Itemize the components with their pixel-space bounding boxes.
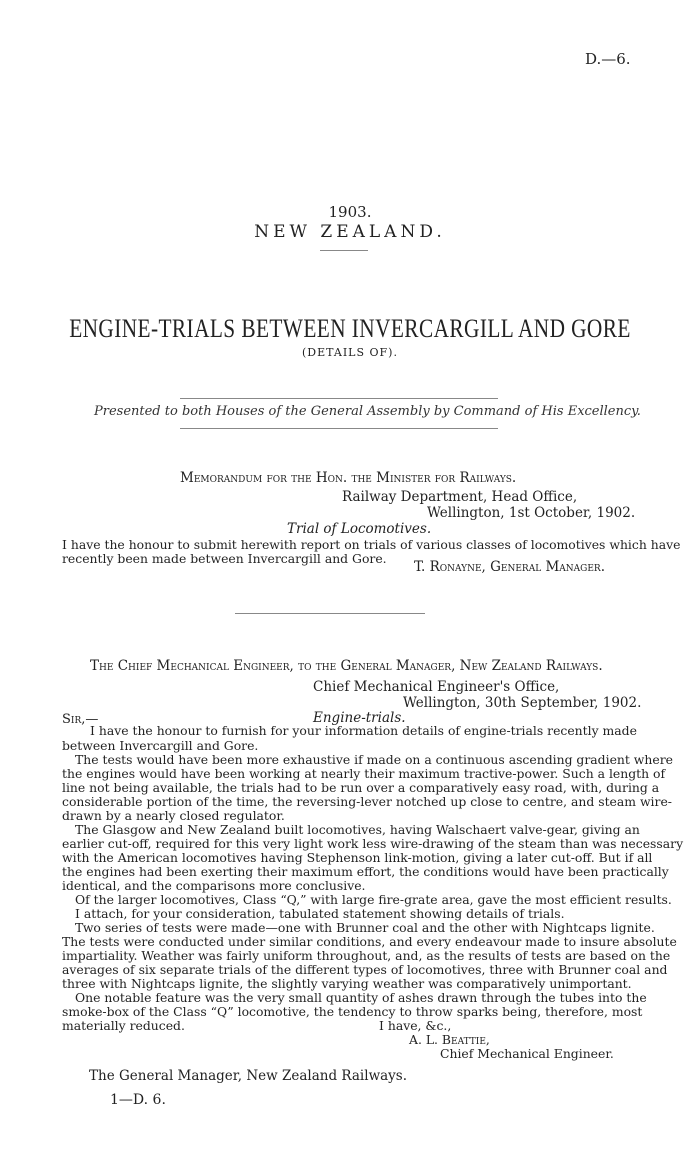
letter-subject: Engine-trials. <box>313 710 406 726</box>
letter-body-line: the engines had been exerting their maximum effort, the conditions would have been practically <box>62 864 669 879</box>
letter-date: Wellington, 30th September, 1902. <box>403 695 642 711</box>
divider <box>180 398 498 399</box>
report-subtitle: (DETAILS OF). <box>302 346 398 359</box>
letter-body-line: materially reduced. <box>62 1018 185 1033</box>
letter-body-line: I attach, for your consideration, tabulated statement showing details of trials. <box>75 906 565 921</box>
letter-body-line: I have the honour to furnish for your information details of engine-trials recently made <box>90 723 637 738</box>
letter-body-line: earlier cut-off, required for this very light work less wire-drawing of the steam than was necessary <box>62 836 684 851</box>
letter-body-line: The tests would have been more exhaustive if made on a continuous ascending gradient where <box>75 752 673 767</box>
letter-body-line: three with Nightcaps lignite, the slightly varying weather was comparatively unimportant. <box>62 976 632 991</box>
letter-body-line: impartiality. Weather was fairly uniform throughout, and, as the results of tests are based on the <box>62 948 671 963</box>
letter-body-line: drawn by a nearly closed regulator. <box>62 808 285 823</box>
letter-body-line: between Invercargill and Gore. <box>62 738 259 753</box>
memorandum-subject: Trial of Locomotives. <box>287 521 432 537</box>
divider <box>235 613 425 614</box>
letter-salutation: Sir,— <box>62 712 99 727</box>
print-reference: 1—D. 6. <box>110 1092 166 1108</box>
letter-body-line: averages of six separate trials of the different types of locomotives, three with Brunner coal and <box>62 962 668 977</box>
country-heading: NEW ZEALAND. <box>254 222 446 242</box>
letter-body-line: the engines would have been working at nearly their maximum tractive-power. Such a length of <box>62 766 666 781</box>
memorandum-body-line: recently been made between Invercargill and Gore. <box>62 551 387 566</box>
letter-body-line: Of the larger locomotives, Class “Q,” with large fire-grate area, gave the most efficient results. <box>75 892 672 907</box>
memorandum-signature: T. Ronayne, General Manager. <box>414 559 605 575</box>
letter-body-line: The Glasgow and New Zealand built locomotives, having Walschaert valve-gear, giving an <box>75 822 640 837</box>
letter-body-line: One notable feature was the very small quantity of ashes drawn through the tubes into the <box>75 990 647 1005</box>
presentation-line: Presented to both Houses of the General Assembly by Command of His Excellency. <box>94 404 641 419</box>
letter-signer-title: Chief Mechanical Engineer. <box>440 1046 614 1061</box>
letter-addressee: The General Manager, New Zealand Railways. <box>89 1068 408 1084</box>
letter-office: Chief Mechanical Engineer's Office, <box>313 679 560 695</box>
memorandum-body-line: I have the honour to submit herewith report on trials of various classes of locomotives which have <box>62 537 681 552</box>
page-number: D.—6. <box>585 50 631 68</box>
letter-body-line: considerable portion of the time, the reversing-lever notched up close to centre, and steam wire- <box>62 794 672 809</box>
report-year: 1903. <box>328 203 372 221</box>
memorandum-heading: Memorandum for the Hon. the Minister for Railways. <box>180 470 517 486</box>
report-title: ENGINE-TRIALS BETWEEN INVERCARGILL AND GORE <box>69 314 631 343</box>
divider <box>320 250 368 251</box>
letter-body-line: identical, and the comparisons more conclusive. <box>62 878 366 893</box>
letter-body-line: The tests were conducted under similar conditions, and every endeavour made to insure absolute <box>62 934 677 949</box>
memorandum-from: Railway Department, Head Office, <box>342 489 578 505</box>
letter-body-line: smoke-box of the Class “Q” locomotive, the tendency to throw sparks being, therefore, most <box>62 1004 643 1019</box>
letter-body-line: with the American locomotives having Stephenson link-motion, giving a later cut-off. But if all <box>62 850 653 865</box>
letter-body-line: line not being available, the trials had to be run over a comparatively easy road, with, during a <box>62 780 660 795</box>
letter-heading: The Chief Mechanical Engineer, to the General Manager, New Zealand Railways. <box>90 658 603 674</box>
divider <box>180 428 498 429</box>
letter-closing: I have, &c., <box>379 1018 452 1033</box>
letter-signer: A. L. Beattie, <box>409 1032 490 1047</box>
letter-body-line: Two series of tests were made—one with Brunner coal and the other with Nightcaps lignite. <box>75 920 655 935</box>
memorandum-date: Wellington, 1st October, 1902. <box>427 505 636 521</box>
